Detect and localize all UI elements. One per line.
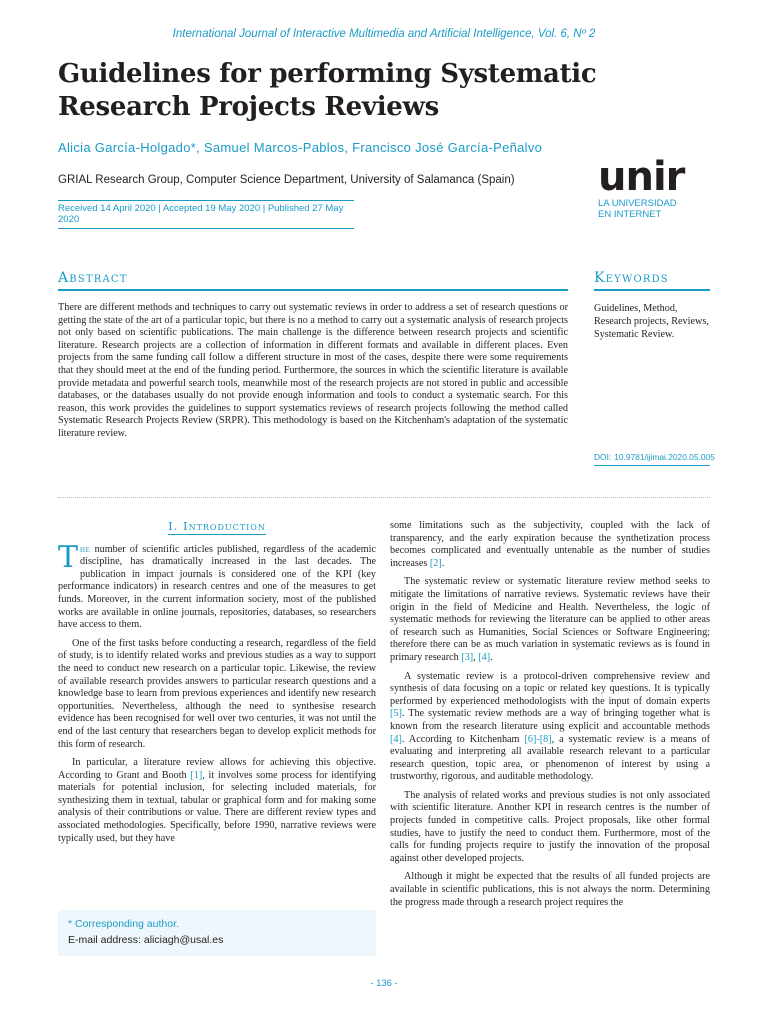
right-column: [390, 520, 710, 915]
right-paragraph-3-c: . According to Kitchenham: [401, 733, 525, 745]
affiliation: GRIAL Research Group, Computer Science Department, University of Salamanca (Spain): [58, 174, 515, 186]
citation-link[interactable]: [5]: [390, 708, 402, 720]
corresponding-author-title: * Corresponding author.: [68, 918, 179, 930]
doi-label: DOI:: [594, 452, 612, 462]
intro-paragraph-1-text: number of scientific articles published, regardless of the academic discipline, has dramatically increased in the last decades. The publication in impact journals is considered one of the KPI (key performance indicators) in research centres and one of the measures to get funds. Moreover, in the current information society, most of the published works are available in online journals, repositories, databases, so researchers have access to them.: [58, 543, 376, 631]
abstract-text: There are different methods and techniques to carry out systematic reviews in order to address a set of research questions or getting the state of the art of a particular topic, but there is no a method to carry out a systematic analysis of research projects not only based on scientific publications. The main challenge is the difference between research projects and scientific literature. Research projects are a collection of information in different formats and available in different places. Even projects from the same funding call follow a different structure in most of the cases, despite there were some requirements that they should meet at the end of the funding period. Furthermore, the sources in which the scientific literature is available provide metadata and powerful search tools, meanwhile most of the research projects are not stored in public and accessible databases, or the databases usually do not provide enough information and tools to conduct a systematic search. For this reason, this work provides the guidelines to support systematics reviews of research projects following the method called Systematic Research Projects Review (SRPR). This methodology is based on the Kitchenham's adaptation of the systematic literature review.: [58, 302, 568, 439]
journal-header: International Journal of Interactive Multimedia and Artificial Intelligence, Vol. 6, Nº 2: [172, 28, 596, 40]
unir-logo: [598, 158, 716, 220]
citation-link[interactable]: [6]-[8]: [524, 733, 552, 745]
doi-link[interactable]: [594, 452, 715, 466]
citation-link[interactable]: [3]: [461, 651, 474, 663]
citation-separator: ,: [473, 651, 479, 663]
keywords-heading: Keywords: [594, 270, 710, 291]
right-paragraph-2: [390, 576, 710, 664]
right-paragraph-4: The analysis of related works and previous studies is not only associated with scientific literature. Another KPI in research centres is the number of projects funded in competitive calls. Project proposals, like other formal studies, have to justify the need to conduct them. Furthermore, most of the calls for funding projects require to justify the innovation of the proposal against other developed projects.: [390, 789, 710, 864]
intro-paragraph-3-b: , it involves some process for identifying materials for potential inclusion, for selecting included materials, for synthesizing them in textual, tabular or graphical form and for making some analysis of their contributions or value. There are different review types and associated methodologies. Specifically, before 1990, narrative reviews were typically used, but they have: [58, 769, 376, 844]
page-number: - 136 -: [370, 978, 398, 989]
right-paragraph-3-a: A systematic review is a protocol-driven comprehensive review and synthesis of data focusing on a topic or related key questions. It is typically performed by experienced methodologists with the input of domain experts: [390, 670, 710, 707]
intro-paragraph-3-a: In particular, a literature review allows for achieving this objective. According to Grant and Booth: [58, 757, 376, 781]
abstract-section: [58, 270, 568, 441]
intro-paragraph-1: [58, 539, 376, 632]
unir-logo-mark: [598, 158, 710, 198]
unir-logo-text: unir: [598, 158, 685, 198]
doi-value[interactable]: 10.9781/ijimai.2020.05.005: [614, 452, 715, 462]
authors: Alicia García-Holgado*, Samuel Marcos-Pablos, Francisco José García-Peñalvo: [58, 140, 543, 155]
keywords-section: [594, 270, 710, 341]
abstract-heading: Abstract: [58, 270, 568, 291]
drop-cap-rest: he: [80, 543, 91, 555]
paper-title: Guidelines for performing Systematic Research Projects Reviews: [58, 59, 597, 122]
right-paragraph-1: [390, 520, 710, 570]
citation-link[interactable]: [4]: [390, 733, 402, 745]
corresponding-author-box: [58, 910, 376, 956]
introduction-heading: [58, 520, 376, 535]
right-paragraph-3-b: . The systematic review methods are a way of bringing together what is known from the research literature using explicit and accountable methods: [390, 708, 710, 732]
right-paragraph-1-b: .: [441, 557, 445, 569]
introduction-heading-text: I. Introduction: [168, 519, 266, 533]
right-paragraph-2-end: .: [490, 651, 493, 663]
intro-paragraph-3: [58, 757, 376, 845]
right-paragraph-2-text: The systematic review or systematic literature review method seeks to mitigate the limitations of narrative reviews. Systematic reviews have their origin in the field of Medicine and Health. Nevertheless, the logic of systematic methods for reviewing the literature can be applied to other areas of research such as Humanities, Social Sciences or Software Engineering; therefore there can be as much variation in systematic reviews as is found in primary research: [390, 576, 710, 663]
corresponding-author-email[interactable]: E-mail address: aliciagh@usal.es: [68, 934, 224, 946]
left-column: [58, 520, 376, 851]
section-divider: [58, 497, 710, 498]
keywords-text: Guidelines, Method, Research projects, Reviews, Systematic Review.: [594, 303, 709, 340]
citation-link[interactable]: [1]: [190, 769, 203, 781]
logo-subtitle-2: EN INTERNET: [598, 209, 662, 220]
citation-link[interactable]: [4]: [478, 651, 491, 663]
right-paragraph-5: Although it might be expected that the results of all funded projects are available in scientific publications, this is not always the norm. Determining the progress made through a research project requires the: [390, 871, 710, 908]
logo-subtitle-1: LA UNIVERSIDAD: [598, 198, 677, 209]
citation-link[interactable]: [2]: [429, 557, 442, 569]
right-paragraph-3: [390, 671, 710, 784]
intro-paragraph-2: One of the first tasks before conducting a research, regardless of the field of study, is to identify related works and previous studies as a way to support the need to conduct new research on a particular topic. Likewise, the review of available research provides answers to particular research questions and a knowledge base to learn from previous experiences and identify new research opportunities. Nevertheless, although the need to synthesise research evidence has been recognised for well over two centuries, it was not until the end of the last century that researchers began to develop explicit methods for this form of research.: [58, 637, 376, 750]
right-paragraph-3-d: , a systematic review is a means of evaluating and interpreting all available research relevant to a particular research question, topic area, or phenomenon of interest by using a trustworthy, rigorous, and auditable methodology.: [390, 733, 710, 783]
publication-dates: Received 14 April 2020 | Accepted 19 May 2020 | Published 27 May 2020: [58, 200, 354, 229]
drop-cap: T: [58, 539, 79, 575]
right-paragraph-1-a: some limitations such as the subjectivity, coupled with the lack of transparency, and the early expiration because the synthetization process becomes complicated and eventually untenable as the number of studies increases: [390, 520, 710, 569]
